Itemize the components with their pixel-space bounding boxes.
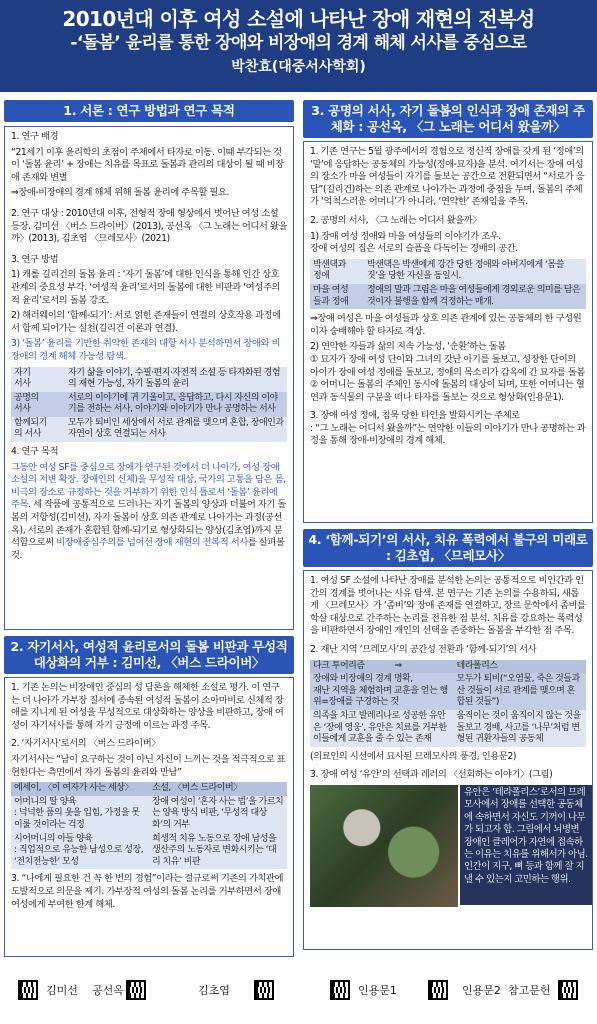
table-row [11, 392, 287, 417]
right-column [303, 100, 593, 950]
artwork-image [310, 785, 458, 907]
footer-label: 김미선 [46, 984, 78, 997]
section-2-title: 2. 자기서사, 여성적 윤리로서의 돌봄 비판과 무성적 대상화의 거부 : 김미선, 〈버스 드라이버〉 [4, 636, 294, 674]
section-1-box [4, 126, 294, 630]
research-target: 2. 연구 대상 : 2010년대 이후, 전형적 장애 형상에서 벗어난 여성 소설 등장. 김미선 〈버스 드라이버〉(2013), 공선옥 〈그 노래는 어디서 왔을까〉(2013), 김초엽 〈므레모사〉(2021) [11, 207, 288, 245]
section-2-box [4, 677, 294, 957]
footer-label: 김초엽 [198, 984, 230, 997]
poster-author: 박찬효(대중서사학회) [231, 59, 366, 75]
goal-text-end: 를 살펴볼 것. [11, 537, 285, 561]
goal-text-blue-2: 비장애중심주의를 넘어선 장애 재현의 전복적 서사 [56, 537, 248, 549]
footer-label: 참고문헌 [508, 984, 551, 997]
background-text-1: “21세기 이후 윤리학의 초점이 주체에서 타자로 이동. 이때 부각되는 것이 ‘돌봄 윤리’ + 장애는 치유를 목표로 돌봄과 관리의 대상이 될 때 비장애 존재와 변별 [11, 146, 284, 183]
s2-para-2: 2. ‘자기서사’로서의 〈버스 드라이버〉 [11, 738, 161, 750]
table-cell-value: 정애의 말과 그림은 마을 여성들에게 경외로운 의미를 담은 것이자 불행을 함께 걱정하는 매개. [367, 284, 581, 307]
table-cell: 희생적 치유 노동으로 장애 남성을 생산주의 노동자로 변화시키는 ‘대리 치유’ 비판 [152, 833, 277, 867]
table-cell: 의족을 차고 발레리나로 성공한 유안은 ‘장애 영웅’, 유안은 치료를 거부한 이들에게 교훈을 줄 수 있는 존재 [313, 710, 447, 745]
table-header-right: 테라폴리스 [456, 660, 498, 671]
goal-heading: 4. 연구 목적 [11, 446, 59, 458]
table-row [310, 660, 586, 674]
table-cell-key: 자기 서사 [14, 367, 31, 390]
background-heading: 1. 연구 배경 [11, 131, 59, 142]
table-row [310, 284, 586, 309]
goal-text-black: 세 작품에 공통적으로 드러나는 자기 돌봄의 양상과 더불어 자기 돌봄의 저항성(김미선), 자기 돌봄이 상호 의존 관계로 나아가는 과정(공선옥), 서로의 존재가 혼합된 함께-되기로 형상화되는 양상(김초엽)까지 분석함으로써 [11, 499, 286, 549]
village-table [310, 259, 586, 309]
table-cell-key: 마을 여성 들과 정애 [313, 284, 349, 307]
qr-code-icon[interactable] [18, 980, 38, 1000]
table-cell: 장애 여성이 ‘혼자 사는 법’을 가르치는 양육 방식 비판, ‘무성적 대상화’의 거부 [152, 796, 284, 830]
footer-label: 공선옥 [92, 984, 124, 997]
method-3: 3) ‘돌봄’ 윤리를 기반한 취약한 존재의 대항 서사 분석하면서 장애와 비장애의 경계 해체 가능성 탐색. [11, 338, 281, 362]
poster-header [0, 0, 597, 92]
table-row [310, 673, 586, 710]
section-3-title: 3. 공명의 서사, 자기 돌봄의 인식과 장애 존재의 주체화 : 공선옥, 〈그 노래는 어디서 왔을까〉 [303, 100, 593, 138]
table-cell-value: 모두가 퇴비인 세상에서 서로 관계를 맺으며 혼합, 장애인과 자연이 상호 연결되는 서사 [68, 417, 284, 440]
section-1-title: 1. 서론 : 연구 방법과 연구 목적 [4, 100, 294, 122]
s4-para-3: (의료인의 시선에서 묘사된 므레모사의 풍경, 인용문2) [310, 750, 516, 762]
table-cell-key: 함께되기 의 서사 [14, 417, 47, 440]
table-cell: 시어머니의 아들 양육 : 직업적으로 유능한 남성으로 성장, ‘전치전능한’ 모성 [14, 833, 144, 867]
table-row [310, 710, 586, 747]
method-2: 2) 해러웨이의 ‘함께-되기’: 서로 얽힌 존재들이 연결의 상호작용 과정에서 함께 되어가는 실천(길리건 이론과 연결). [11, 310, 281, 334]
s3-para-2: 2. 공명의 서사, 〈그 노래는 어디서 왔을까〉 [310, 214, 482, 226]
s4-para-4: 3. 장애 여성 ‘유안’의 선택과 레러의 〈선회하는 이야기〉(그림) [310, 769, 553, 781]
figure-area [310, 785, 586, 907]
method-heading: 3. 연구 방법 [11, 253, 59, 265]
table-cell-key: 박샌댁과 정애 [313, 259, 346, 282]
table-cell-value: 서로의 이야기에 귀 기울이고, 응답하고, 다시 자신의 이야기를 전하는 서사, 이야기와 이야기가 만나 공명하는 서사 [68, 392, 278, 415]
left-column [4, 100, 294, 957]
qr-code-icon[interactable] [428, 980, 448, 1000]
section-3-box [303, 141, 593, 523]
arrow-icon: ⇒ [394, 660, 402, 671]
table-row [11, 367, 287, 392]
qr-code-icon[interactable] [330, 980, 350, 1000]
s3-para-6: 3. 장애 여성 정애, 침묵 당한 타인을 발화시키는 주체로 : “그 노래는 어디서 왔을까”는 연약한 이들의 이야기가 만나 공명하는 과정을 통해 장애-비장애의 경계 해체. [310, 410, 586, 447]
table-cell-value: 자기 삶을 이야기, 수필·편지·자전적 소설 등 타자화된 경험의 재현 가능성, 자기 돌봄의 윤리 [68, 367, 281, 390]
table-row [11, 417, 287, 442]
dark-tourism-label: 다크 투어리즘 [313, 660, 365, 671]
footer-label: 인용문1 [358, 984, 397, 997]
table-cell: 모두가 퇴비(“오염물, 죽은 것들과 산 것들이 서로 관계를 맺으며 혼합된 것들”) [456, 674, 580, 708]
s3-para-1: 1. 기존 연구는 5월 광주에서의 경험으로 정신적 장애를 갖게 된 ‘정애’의 ‘말’에 응답하는 공동체의 가능성(정애-묘자)을 분석. 여기서는 장애 여성의 장소가 마을 여성들이 자기를 돌보는 공간으로 전환되면서 “서로가 응답”(길리건)하는 의존 관계로 나아가는 과정에 중점을 두며, 돌봄의 주체가 ‘억척스러운 어머니’가 아니라, ‘연약한’ 존재임을 주목. [310, 146, 585, 208]
figure-caption: 유안은 ‘테라폴리스’로서의 므레모사에서 장애를 선택한 공동체에 속하면서 자신도 기꺼이 나무가 되고자 함. 그림에서 뇌병변 장애인 클레어가 자연에 접속하는 이유는 치유를 위해서가 아님. 인간이 지구, 뼈 등과 함께 잘 지낼 수 있는지 고민하는 행위. [460, 785, 593, 905]
table-row [11, 782, 287, 796]
section-4-title: 4. ‘함께-되기’의 서사, 치유 폭력에서 불구의 미래로 : 김초엽, 〈므레모사〉 [303, 529, 593, 567]
table-row [310, 259, 586, 284]
s3-para-4: ⇒장애 여성은 마을 여성들과 상호 의존 관계에 있는 공동체의 한 구성원이자 숭배해야 할 타자로 격상. [310, 313, 582, 337]
qr-code-icon[interactable] [558, 980, 578, 1000]
table-header-left: 에세이, 〈이 여자가 사는 세상〉 [14, 783, 133, 794]
table-row [11, 833, 287, 870]
table-cell: 어머니의 딸 양육 : 넉넉한 품의 옷을 입힘, 가정을 못 이룰 것이라는 걱정 [14, 796, 140, 830]
s4-para-2: 2. 재난 지역 ‘므레모사’의 공간성 전환과 ‘함께-되기’의 서사 [310, 643, 537, 655]
goal-text-blue: 그동안 여성 SF를 중심으로 장애가 연구된 것에서 더 나아가, 여성 장애 소설의 저변 확장. 장애인의 신체)을 무성적 대상, 국가의 고통을 담은 몸, 비극의 장소로 규정하는 것을 거부하기 위한 인식 틀로서 ‘돌봄’ 윤리에 주목. [11, 461, 286, 511]
poster-subtitle: -‘돌봄’ 윤리를 통한 장애와 비장애의 경계 해체 서사를 중심으로 [70, 33, 527, 53]
s3-para-3: 1) 장애 여성 정애와 마을 여성들의 이야기가 조우. 장애 여성의 집은 서로의 슬픔을 다독이는 경배의 공간. [310, 230, 518, 255]
goal-text [11, 462, 287, 563]
comparison-table [11, 782, 287, 869]
table-cell-key: 공명의 서사 [14, 392, 39, 415]
method-1: 1) 캐롤 길리건의 돌봄 윤리 : ‘자기 돌봄’에 대한 인식을 통해 인간 상호 관계의 중요성 부각. ‘여성적 윤리’로서의 돌봄에 대한 비판과 ‘여성주의적 윤리’로서의 돌봄 강조. [11, 269, 280, 306]
s4-para-1: 1. 여성 SF 소설에 나타난 장애를 분석한 논의는 공통적으로 비인간과 인간의 경계를 벗어나는 사유 탐색. 본 연구는 기존 논의를 수용하되, 새롭게 〈므레모사〉가 ‘좀비’와 장애 존재를 연결하고, 장르 문학에서 좀비를 학살 대상으로 간주하는 논리를 전유한 점 분석. 치유를 강요하는 폭력성을 비판하면서 장애인 개인의 선택을 존중하는 돌봄을 부각한 점 주목. [310, 575, 586, 637]
qr-code-icon[interactable] [126, 980, 146, 1000]
s3-para-5: 2) 연약한 자들과 삶의 지속 가능성, ‘순환’하는 돌봄 ① 묘자가 장애 여성 단이와 그녀의 갓난 아기를 돌보고, 성장한 단이의 아이가 장애 여성 정애를 돌보고, 정애의 목소리가 감옥에 간 묘자를 돌봄 ② 어머니는 돌봄의 주체인 동시에 돌봄의 대상이 되며, 또한 어머니는 혈연과 동식물의 구분을 떠나 타자를 돌보는 것으로 형상화(인용문1). [310, 341, 585, 403]
s2-para-3: 자기서사는 “남이 요구하는 것이 아닌 자신이 느끼는 것을 적극적으로 표현한다는 측면에서 자기 돌봄의 윤리와 만남” [11, 753, 286, 778]
table-header-left [310, 660, 454, 674]
footer [0, 970, 597, 1022]
s2-para-4: 3. “나에게 필요한 건 꼭 한 번의 경험”이라는 절규로써 기존의 가치관에 도발적으로 의문을 제기. 가부장적 여성의 돌봄 논리를 거부하면서 장애 여성에게 부여한 한계 해체. [11, 873, 284, 910]
poster-title: 2010년대 이후 여성 소설에 나타난 장애 재현의 전복성 [62, 7, 535, 31]
space-table [310, 660, 586, 747]
table-header-right: 소설, 〈버스 드라이버〉 [152, 783, 242, 794]
table-cell-value: 박샌댁은 박샌에게 강간 당한 정애와 아버지에게 ‘몸쓸 짓’을 당한 자신을 동일시. [367, 259, 564, 282]
table-cell: 움직이는 것이 움직이지 않는 것을 돌보고 경배, 사고를 ‘나무’처럼 변형된 귀환자들의 공동체 [456, 710, 581, 745]
background-text-2: ⇒장애-비장애의 경계 해체 위해 돌봄 윤리에 주목할 필요. [11, 187, 229, 199]
qr-code-icon[interactable] [254, 980, 274, 1000]
footer-label: 인용문2 [462, 984, 501, 997]
s2-para-1: 1. 기존 논의는 비장애인 중심의 성 담론을 해체한 소설로 평가. 이 연구는 더 나아가 가부장 질서에 종속된 여성적 돌봄이 소아마비로 신체적 장애를 지니게 된 여성을 무성적으로 대상화하는 양상을 비판하고, 장애 여성이 자기서사를 통해 자기 긍정에 이르는 과정 주목. [11, 682, 284, 731]
table-row [11, 796, 287, 833]
narrative-table [11, 367, 287, 443]
section-4-box [303, 570, 593, 950]
table-cell: 장애와 비장애의 경계 명확, 재난 지역을 체험하며 교훈을 얻는 행위=장애를 구경하는 것 [313, 674, 448, 708]
